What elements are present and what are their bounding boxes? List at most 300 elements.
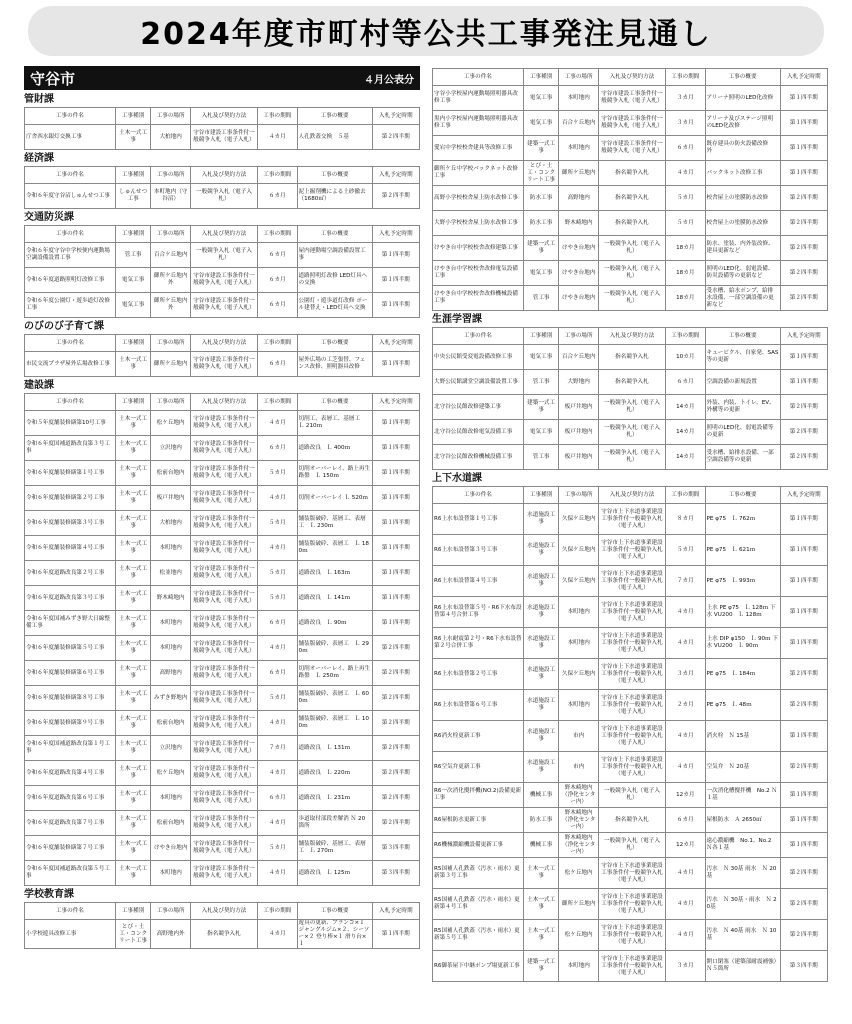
work-type: 水道施設工事 — [523, 597, 559, 628]
work-period: ５カ月 — [666, 211, 706, 236]
work-type: 建築一式工事 — [523, 395, 559, 420]
bid-method: 守谷市上下水道事業建設工事条件付一般競争入札（電子入札） — [598, 721, 665, 752]
header-project-name: 工事の件名 — [25, 903, 116, 920]
table-row — [433, 111, 828, 136]
header-work-period: 工事の期間 — [666, 487, 706, 504]
project-name: けやき台中学校校舎改修電気設備工事 — [433, 261, 524, 286]
bid-timing: 第１四半期 — [372, 268, 419, 293]
header-bid-method: 入札及び契約方法 — [190, 335, 257, 352]
work-location: 板戸井地内 — [151, 486, 191, 511]
work-type: 土木一式工事 — [115, 711, 151, 736]
work-location: 市内 — [559, 721, 599, 752]
bid-timing: 第１四半期 — [780, 111, 827, 136]
work-period: ４カ月 — [666, 752, 706, 783]
header-work-type: 工事種別 — [115, 335, 151, 352]
table-row — [25, 268, 420, 293]
table-header-row — [25, 903, 420, 920]
bid-timing: 第３四半期 — [780, 951, 827, 982]
work-location: 本町地内 — [559, 597, 599, 628]
work-type: 防水工事 — [523, 808, 559, 833]
bid-method: 守谷市建設工事条件付一般競争入札（電子入札） — [598, 86, 665, 111]
table-row — [25, 536, 420, 561]
bid-method: 守谷市上下水道事業建設工事条件付一般競争入札（電子入札） — [598, 628, 665, 659]
project-name: R6上水布設替第６号工事 — [433, 690, 524, 721]
header-bid-method: 入札及び契約方法 — [190, 394, 257, 411]
work-type: 水道施設工事 — [523, 504, 559, 535]
bid-method: 一般競争入札（電子入札） — [598, 286, 665, 311]
bid-timing: 第２四半期 — [780, 261, 827, 286]
work-summary: 校舎屋上の塗膜防水改修 — [705, 186, 780, 211]
project-name: R5国補人孔鉄蓋（汚水・雨水）更新第５号工事 — [433, 920, 524, 951]
bid-timing: 第１四半期 — [372, 352, 419, 377]
table-header-row — [25, 335, 420, 352]
work-type: 土木一式工事 — [115, 811, 151, 836]
work-summary: 舗装版破砕、表層工 Ｌ 100ｍ — [297, 711, 372, 736]
work-location: 松ケ丘地内 — [151, 761, 191, 786]
work-period: ４カ月 — [666, 889, 706, 920]
project-name: 令和５年度舗装修繕第10号工事 — [25, 411, 116, 436]
work-location: 百合ケ丘地内 — [151, 243, 191, 268]
work-summary: 人孔鉄蓋交換 ５基 — [297, 125, 372, 150]
work-summary: PE φ75 Ｌ 621ｍ — [705, 535, 780, 566]
bid-timing: 第２四半期 — [372, 184, 419, 209]
header-bid-method: 入札及び契約方法 — [190, 226, 257, 243]
work-period: ４カ月 — [666, 161, 706, 186]
bid-timing: 第２四半期 — [780, 395, 827, 420]
work-location: 本町地内 — [151, 611, 191, 636]
work-type: 土木一式工事 — [115, 125, 151, 150]
table-row — [25, 511, 420, 536]
work-type: 電気工事 — [523, 420, 559, 445]
page-title: 2024年度市町村等公共工事発注見通し — [140, 17, 712, 52]
header-work-location: 工事の場所 — [559, 69, 599, 86]
bid-method: 一般競争入札（電子入札） — [598, 833, 665, 858]
work-location: みずき野地内 — [151, 686, 191, 711]
header-work-period: 工事の期間 — [666, 328, 706, 345]
bid-method: 守谷市建設工事条件付一般競争入札（電子入札） — [190, 561, 257, 586]
work-period: ６カ月 — [666, 136, 706, 161]
project-name: 大野小学校校舎屋上防水改修工事 — [433, 211, 524, 236]
header-bid-timing: 入札予定時期 — [780, 487, 827, 504]
bid-timing: 第２四半期 — [372, 761, 419, 786]
project-name: 高野小学校校舎屋上防水改修工事 — [433, 186, 524, 211]
bid-timing: 第１四半期 — [372, 411, 419, 436]
work-period: ４カ月 — [258, 636, 298, 661]
project-name: 北守谷公民館改修電気設備工事 — [433, 420, 524, 445]
header-work-type: 工事種別 — [115, 394, 151, 411]
bid-timing: 第１四半期 — [780, 628, 827, 659]
header-work-location: 工事の場所 — [559, 487, 599, 504]
table-row — [433, 808, 828, 833]
project-name: 令和６年度道路改良第６号工事 — [25, 786, 116, 811]
bid-timing: 第１四半期 — [372, 293, 419, 318]
work-location: 野木崎地内（浄化センター内） — [559, 833, 599, 858]
work-period: 10カ月 — [666, 345, 706, 370]
work-period: ６カ月 — [258, 268, 298, 293]
title-banner — [28, 6, 824, 56]
bid-method: 守谷市上下水道事業建設工事条件付一般競争入札（電子入札） — [598, 690, 665, 721]
bid-method: 指名競争入札 — [190, 920, 257, 949]
work-type: 土木一式工事 — [523, 889, 559, 920]
table-row — [25, 661, 420, 686]
bid-timing: 第２四半期 — [780, 889, 827, 920]
work-period: ２カ月 — [666, 690, 706, 721]
table-row — [25, 352, 420, 377]
bid-timing: 第１四半期 — [780, 783, 827, 808]
work-period: 18カ月 — [666, 261, 706, 286]
work-summary: 受水槽、給排水設備、一部空調設備等の更新 — [705, 445, 780, 470]
work-location: 久保ケ丘地内 — [559, 535, 599, 566]
header-bid-timing: 入札予定時期 — [372, 335, 419, 352]
work-summary: 泥上掘削機による土砂撤去（1680㎥） — [297, 184, 372, 209]
section-title: 建設課 — [24, 380, 54, 391]
project-name: けやき台中学校校舎改修建築工事 — [433, 236, 524, 261]
work-period: 14カ月 — [666, 395, 706, 420]
table-row — [25, 436, 420, 461]
work-location: 大柏地内 — [151, 125, 191, 150]
header-bid-timing: 入札予定時期 — [372, 226, 419, 243]
work-location: 高野地内 — [151, 661, 191, 686]
work-type: 土木一式工事 — [115, 486, 151, 511]
header-work-type: 工事種別 — [115, 167, 151, 184]
bid-method: 守谷市建設工事条件付一般競争入札（電子入札） — [190, 461, 257, 486]
bid-method: 守谷市建設工事条件付一般競争入札（電子入札） — [190, 611, 257, 636]
work-location: 板戸井地内 — [559, 445, 599, 470]
work-period: 14カ月 — [666, 445, 706, 470]
work-type: 土木一式工事 — [115, 411, 151, 436]
work-location: 本町地内 — [559, 136, 599, 161]
work-period: ６カ月 — [258, 293, 298, 318]
project-name: 令和６年度公園灯・遊歩道灯改修工事 — [25, 293, 116, 318]
bid-method: 一般競争入札（電子入札） — [598, 445, 665, 470]
works-table — [24, 225, 420, 318]
work-period: ４カ月 — [666, 920, 706, 951]
table-row — [25, 920, 420, 949]
header-project-name: 工事の件名 — [25, 108, 116, 125]
work-summary: 道路改良 Ｌ 125ｍ — [297, 861, 372, 886]
header-work-location: 工事の場所 — [151, 167, 191, 184]
bid-method: 守谷市建設工事条件付一般競争入札（電子入札） — [190, 736, 257, 761]
bid-method: 一般競争入札（電子入札） — [598, 420, 665, 445]
table-row — [433, 721, 828, 752]
bid-method: 守谷市建設工事条件付一般競争入札（電子入札） — [190, 861, 257, 886]
table-row — [25, 861, 420, 886]
project-name: 小学校遊具改修工事 — [25, 920, 116, 949]
table-row — [433, 445, 828, 470]
work-type: 水道施設工事 — [523, 566, 559, 597]
project-name: 令和６年度舗装修繕第５号工事 — [25, 636, 116, 661]
project-name: 中央公民館受変電設備改修工事 — [433, 345, 524, 370]
work-type: 土木一式工事 — [115, 611, 151, 636]
bid-method: 一般競争入札（電子入札） — [598, 783, 665, 808]
work-period: ６カ月 — [258, 611, 298, 636]
project-name: R6消火栓更新工事 — [433, 721, 524, 752]
bid-method: 一般競争入札（電子入札） — [598, 395, 665, 420]
work-summary: 舗装版破砕、表層工 Ｌ 180ｍ — [297, 536, 372, 561]
bid-timing: 第１四半期 — [780, 504, 827, 535]
bid-method: 指名競争入札 — [598, 186, 665, 211]
header-bid-method: 入札及び契約方法 — [598, 69, 665, 86]
work-type: 建築一式工事 — [523, 136, 559, 161]
bid-method: 指名競争入札 — [598, 808, 665, 833]
bid-method: 守谷市上下水道事業建設工事条件付一般競争入札（電子入札） — [598, 951, 665, 982]
bid-timing: 第２四半期 — [372, 661, 419, 686]
work-period: ４カ月 — [258, 861, 298, 886]
header-project-name: 工事の件名 — [433, 328, 524, 345]
work-period: ４カ月 — [666, 628, 706, 659]
work-summary: 消火栓 Ｎ 15基 — [705, 721, 780, 752]
project-name: 令和６年度道路改良第４号工事 — [25, 761, 116, 786]
work-location: 本町地内（守谷沼） — [151, 184, 191, 209]
bid-method: 守谷市建設工事条件付一般競争入札（電子入札） — [190, 636, 257, 661]
header-bid-timing: 入札予定時期 — [780, 328, 827, 345]
bid-timing: 第２四半期 — [372, 811, 419, 836]
project-name: 令和６年度道路改良第３号工事 — [25, 586, 116, 611]
bid-method: 守谷市上下水道事業建設工事条件付一般競争入札（電子入札） — [598, 504, 665, 535]
header-bid-method: 入札及び契約方法 — [190, 167, 257, 184]
section-title: のびのび子育て課 — [24, 321, 104, 332]
work-summary: 切削工、表層工、基層工 Ｌ 210ｍ — [297, 411, 372, 436]
header-project-name: 工事の件名 — [433, 487, 524, 504]
work-summary: 舗装版破砕、基層工、表層工 Ｌ 270ｍ — [297, 836, 372, 861]
table-header-row — [433, 69, 828, 86]
table-row — [433, 659, 828, 690]
project-name: 令和６年度道路改良第７号工事 — [25, 811, 116, 836]
bid-timing: 第１四半期 — [780, 345, 827, 370]
work-period: ５カ月 — [258, 586, 298, 611]
project-name: 令和６年度舗装修繕第１号工事 — [25, 461, 116, 486]
work-location: けやき台地内 — [559, 286, 599, 311]
project-name: 愛宕中学校校舎建具等改修工事 — [433, 136, 524, 161]
bid-method: 守谷市建設工事条件付一般競争入札（電子入札） — [190, 511, 257, 536]
work-type: 土木一式工事 — [115, 761, 151, 786]
works-table — [24, 393, 420, 886]
project-name: 北守谷公民館改修建築工事 — [433, 395, 524, 420]
work-period: ３カ月 — [666, 659, 706, 690]
header-work-period: 工事の期間 — [258, 903, 298, 920]
work-type: 土木一式工事 — [115, 536, 151, 561]
header-work-period: 工事の期間 — [258, 167, 298, 184]
work-type: 管工事 — [523, 445, 559, 470]
work-type: 土木一式工事 — [115, 836, 151, 861]
table-row — [433, 858, 828, 889]
bid-method: 指名競争入札 — [598, 370, 665, 395]
table-row — [25, 243, 420, 268]
work-summary: 防水、塗装、内外装改修、建具更新など — [705, 236, 780, 261]
bid-timing: 第２四半期 — [780, 186, 827, 211]
work-location: 本町地内 — [151, 861, 191, 886]
work-period: ８カ月 — [666, 504, 706, 535]
bid-method: 一般競争入札（電子入札） — [190, 184, 257, 209]
table-row — [25, 811, 420, 836]
work-summary: PE φ75 Ｌ 48ｍ — [705, 690, 780, 721]
table-row — [433, 628, 828, 659]
work-type: 土木一式工事 — [115, 661, 151, 686]
header-work-type: 工事種別 — [115, 903, 151, 920]
work-location: 本町地内 — [559, 690, 599, 721]
work-summary: PE φ75 Ｌ 762ｍ — [705, 504, 780, 535]
bid-timing: 第３四半期 — [372, 836, 419, 861]
header-bid-timing: 入札予定時期 — [372, 167, 419, 184]
works-table — [432, 327, 828, 470]
work-summary: 舗装版破砕、基層工、表層工 Ｌ 230ｍ — [297, 511, 372, 536]
header-work-summary: 工事の概要 — [297, 108, 372, 125]
work-summary: 上水 PE φ75 Ｌ 128ｍ 下水 VU200 Ｌ 128ｍ — [705, 597, 780, 628]
work-type: 土木一式工事 — [115, 511, 151, 536]
work-location: 野木崎地内（浄化センター内） — [559, 808, 599, 833]
work-location: 松ケ丘地内 — [559, 920, 599, 951]
bid-method: 守谷市建設工事条件付一般競争入札（電子入札） — [190, 125, 257, 150]
work-type: 電気工事 — [523, 111, 559, 136]
work-period: ４カ月 — [258, 811, 298, 836]
table-row — [433, 211, 828, 236]
work-summary: 道路改良 Ｌ 131ｍ — [297, 736, 372, 761]
section-title: 学校教育課 — [24, 889, 74, 900]
work-period: ７カ月 — [258, 736, 298, 761]
work-type: 土木一式工事 — [115, 461, 151, 486]
bid-method: 守谷市建設工事条件付一般競争入札（電子入札） — [190, 661, 257, 686]
work-period: 18カ月 — [666, 286, 706, 311]
header-work-summary: 工事の概要 — [297, 903, 372, 920]
work-period: ４カ月 — [258, 761, 298, 786]
bid-timing: 第１四半期 — [372, 536, 419, 561]
work-location: 久保ケ丘地内 — [559, 566, 599, 597]
bid-timing: 第２四半期 — [780, 690, 827, 721]
table-row — [433, 920, 828, 951]
work-type: 土木一式工事 — [115, 636, 151, 661]
city-header — [24, 66, 420, 90]
table-row — [25, 293, 420, 318]
work-location: けやき台地内 — [559, 261, 599, 286]
bid-timing: 第１四半期 — [372, 561, 419, 586]
work-type: 電気工事 — [115, 293, 151, 318]
work-type: とび・土工・コンクリート工事 — [523, 161, 559, 186]
works-table — [24, 334, 420, 377]
work-type: 水道施設工事 — [523, 752, 559, 783]
publication-month: ４月公表分 — [364, 74, 414, 86]
bid-timing: 第１四半期 — [372, 486, 419, 511]
work-period: ５カ月 — [666, 535, 706, 566]
bid-timing: 第１四半期 — [372, 611, 419, 636]
work-summary: 切削オーバーレイ Ｌ 520ｍ — [297, 486, 372, 511]
bid-method: 守谷市建設工事条件付一般競争入札（電子入札） — [190, 686, 257, 711]
left-column — [24, 66, 420, 949]
work-location: 本町地内 — [559, 86, 599, 111]
bid-method: 守谷市上下水道事業建設工事条件付一般競争入札（電子入札） — [598, 889, 665, 920]
table-row — [25, 486, 420, 511]
bid-timing: 第２四半期 — [780, 920, 827, 951]
project-name: R6上水布設替第３号工事 — [433, 535, 524, 566]
work-summary: 一次消化槽攪拌機 No.2 Ｎ１基 — [705, 783, 780, 808]
work-location: 松ケ丘地内 — [151, 411, 191, 436]
work-summary: 汚水 Ｎ 30基 雨水 Ｎ 20基 — [705, 858, 780, 889]
work-period: ５カ月 — [666, 186, 706, 211]
bid-timing: 第２四半期 — [372, 636, 419, 661]
work-type: 水道施設工事 — [523, 721, 559, 752]
bid-timing: 第１四半期 — [780, 721, 827, 752]
header-work-period: 工事の期間 — [258, 108, 298, 125]
work-location: 高野地内 — [559, 186, 599, 211]
bid-method: 守谷市建設工事条件付一般競争入札（電子入札） — [190, 761, 257, 786]
bid-timing: 第２四半期 — [780, 211, 827, 236]
work-location: 立沢地内 — [151, 436, 191, 461]
bid-timing: 第２四半期 — [372, 686, 419, 711]
header-project-name: 工事の件名 — [433, 69, 524, 86]
bid-timing: 第２四半期 — [780, 858, 827, 889]
work-summary: 舗装版破砕、表層工 Ｌ 290ｍ — [297, 636, 372, 661]
work-location: 御所ケ丘地内外 — [151, 268, 191, 293]
section-title: 交通防災課 — [24, 212, 74, 223]
work-summary: 汚水 Ｎ 40基 雨水 Ｎ 10基 — [705, 920, 780, 951]
header-work-location: 工事の場所 — [151, 226, 191, 243]
work-summary: 屋内運動場空調設備設置工事 — [297, 243, 372, 268]
bid-method: 守谷市建設工事条件付一般競争入札（電子入札） — [190, 586, 257, 611]
header-work-summary: 工事の概要 — [297, 335, 372, 352]
work-type: 水道施設工事 — [523, 535, 559, 566]
project-name: 黒内小学校屋内運動場照明器具改修工事 — [433, 111, 524, 136]
work-summary: 道路改良 Ｌ 90ｍ — [297, 611, 372, 636]
left-sections — [24, 94, 420, 949]
works-table — [432, 68, 828, 311]
header-work-type: 工事種別 — [523, 487, 559, 504]
project-name: 令和６年度舗装修繕第４号工事 — [25, 536, 116, 561]
header-work-summary: 工事の概要 — [705, 328, 780, 345]
header-work-period: 工事の期間 — [258, 226, 298, 243]
work-period: ５カ月 — [258, 461, 298, 486]
work-location: 本町地内 — [151, 786, 191, 811]
table-row — [433, 535, 828, 566]
work-period: ３カ月 — [666, 111, 706, 136]
work-location: 板戸井地内 — [559, 395, 599, 420]
bid-timing: 第３四半期 — [372, 861, 419, 886]
work-period: ６カ月 — [258, 184, 298, 209]
header-work-period: 工事の期間 — [258, 335, 298, 352]
work-summary: バックネット改修工事 — [705, 161, 780, 186]
table-row — [25, 561, 420, 586]
work-type: 機械工事 — [523, 833, 559, 858]
work-location: 野木崎地内 — [151, 586, 191, 611]
header-work-type: 工事種別 — [115, 108, 151, 125]
work-location: 百合ケ丘地内 — [559, 345, 599, 370]
bid-timing: 第２四半期 — [780, 445, 827, 470]
table-row — [25, 611, 420, 636]
table-row — [25, 586, 420, 611]
work-location: 本町地内 — [559, 951, 599, 982]
work-period: ５カ月 — [258, 511, 298, 536]
table-row — [25, 636, 420, 661]
bid-timing: 第１四半期 — [780, 161, 827, 186]
project-name: R6上水布設替第２号工事 — [433, 659, 524, 690]
bid-timing: 第１四半期 — [780, 566, 827, 597]
bid-method: 守谷市建設工事条件付一般競争入札（電子入札） — [190, 352, 257, 377]
header-bid-method: 入札及び契約方法 — [190, 903, 257, 920]
work-summary: 空調設備の新規設置 — [705, 370, 780, 395]
bid-method: 守谷市上下水道事業建設工事条件付一般競争入札（電子入札） — [598, 535, 665, 566]
works-table — [24, 902, 420, 949]
work-summary: 遠心濃縮機 No.1、No.2 Ｎ各１基 — [705, 833, 780, 858]
bid-method: 守谷市建設工事条件付一般競争入札（電子入札） — [190, 268, 257, 293]
header-project-name: 工事の件名 — [25, 394, 116, 411]
work-location: 高野地内外 — [151, 920, 191, 949]
bid-timing: 第２四半期 — [780, 236, 827, 261]
table-row — [25, 686, 420, 711]
work-period: ６カ月 — [258, 786, 298, 811]
bid-method: 守谷市上下水道事業建設工事条件付一般競争入札（電子入札） — [598, 566, 665, 597]
table-row — [25, 125, 420, 150]
header-work-period: 工事の期間 — [258, 394, 298, 411]
bid-method: 守谷市上下水道事業建設工事条件付一般競争入札（電子入札） — [598, 752, 665, 783]
table-header-row — [433, 328, 828, 345]
